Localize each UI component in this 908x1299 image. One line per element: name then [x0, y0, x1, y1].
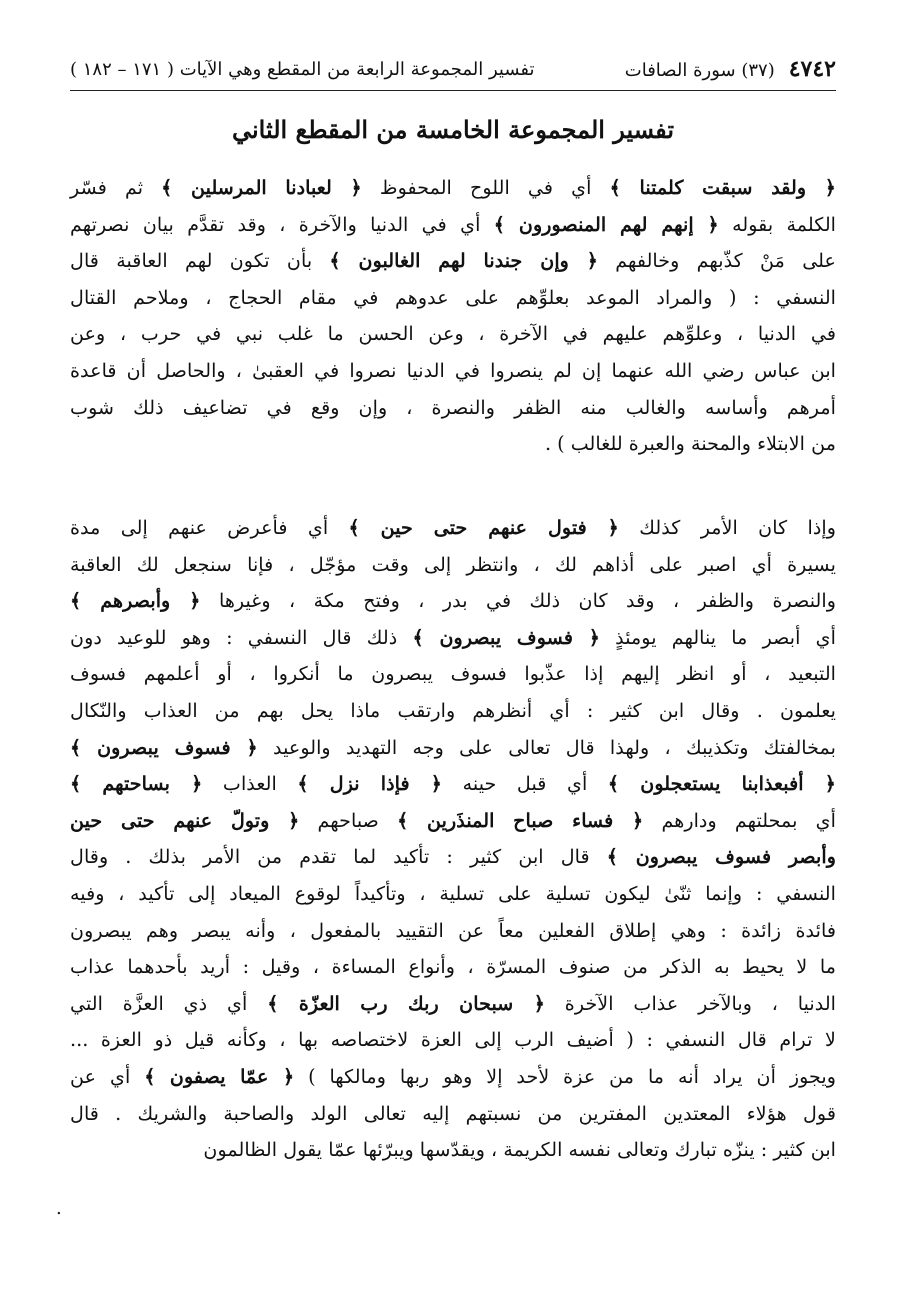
text-line [70, 656, 836, 693]
text-line [70, 583, 836, 620]
surah-label: (٣٧) سورة الصافات [624, 60, 775, 81]
text-segment: والنصرة والظفر ، وقد كان ذلك في بدر ، وفتح مكة ، وغيرها [200, 589, 836, 613]
text-line [70, 353, 836, 390]
text-segment: وإذا كان الأمر كذلك [618, 516, 836, 539]
text-line [70, 839, 836, 876]
text-segment: يسيرة أي اصبر على أذاهم لك ، وانتظر إلى وقت مؤجّل ، فإنا سنجعل لك العاقبة [70, 552, 836, 576]
text-segment: النسفي : ( والمراد الموعد بعلوِّهم على عدوهم في مقام الحجاج ، وملاحم القتال [70, 285, 836, 309]
section-title: تفسير المجموعة الخامسة من المقطع الثاني [231, 115, 675, 144]
text-line [70, 876, 836, 913]
paragraph-2 [70, 510, 836, 1230]
text-line [70, 1059, 836, 1096]
text-segment: قول هؤلاء المعتدين المفترين من نسبتهم إليه تعالى الولد والصاحبة والشريك . قال [70, 1101, 836, 1125]
quran-quote: ﴿ وتولّ عنهم حتى حين [70, 808, 300, 832]
quran-quote: ﴿ إنهم لهم المنصورون ﴾ [493, 212, 719, 236]
text-segment: أي في اللوح المحفوظ [361, 176, 610, 199]
text-segment: التبعيد ، أو انظر إليهم إذا عذّبوا فسوف يبصرون ما أنكروا ، أو أعلمهم فسوف [70, 662, 836, 686]
text-line [70, 1132, 836, 1169]
text-segment: على مَنْ كذّبهم وخالفهم [598, 249, 836, 273]
text-segment: العذاب [202, 772, 298, 796]
paragraph-1 [70, 170, 836, 500]
header-rule [70, 90, 836, 91]
text-line [70, 1096, 836, 1133]
quran-quote: ﴿ فساء صباح المنذَرين ﴾ [397, 808, 644, 832]
text-segment: صباحهم [299, 808, 398, 832]
text-segment: الكلمة بقوله [718, 212, 836, 236]
quran-quote: ﴿ لعبادنا المرسلين ﴾ [161, 176, 362, 199]
text-segment: بمخالفتك وتكذيبك ، ولهذا قال تعالى على وجه التهديد والوعيد [257, 735, 836, 759]
text-segment: أي في الدنيا والآخرة ، وقد تقدَّم بيان نصرتهم [70, 212, 494, 236]
running-header [70, 52, 836, 86]
text-segment: أي أبصر ما ينالهم يومئذٍ [600, 625, 836, 649]
text-line [70, 730, 836, 767]
quran-quote: ﴿ فإذا نزل ﴾ [297, 772, 443, 796]
text-line [70, 1022, 836, 1059]
text-segment: أي عن [70, 1064, 145, 1088]
text-segment: ابن عباس رضي الله عنهما إن لم ينصروا في الدنيا نصروا في العقبىٰ ، والحاصل أن قاعدة [70, 358, 836, 382]
text-segment: ذلك قال النسفي : وهو للوعيد دون [70, 625, 413, 649]
text-segment: ما لا يحيط به الذكر من صنوف المسرّة ، وأنواع المساءة ، وقيل : أريد بأحدهما عذاب [70, 955, 836, 979]
text-segment: أمرهم وأساسه والغالب منه الظفر والنصرة ، وإن وقع في تضاعيف ذلك شوب [70, 395, 836, 419]
text-line [70, 693, 836, 730]
quran-quote: ﴿ وإن جندنا لهم الغالبون ﴾ [329, 249, 599, 273]
quran-quote: ﴿ فسوف يبصرون ﴾ [412, 625, 600, 649]
section-label: تفسير المجموعة الرابعة من المقطع وهي الآيات ( ١٧١ – ١٨٢ ) [70, 58, 535, 80]
quran-quote: ﴿ أفبعذابنا يستعجلون ﴾ [607, 772, 836, 796]
text-line [70, 547, 836, 584]
text-line [70, 766, 836, 803]
text-line [70, 426, 836, 463]
text-segment: النسفي : وإنما ثنّىٰ ليكون تسلية على تسلية ، وتأكيداً لوقوع الميعاد إلى تأكيد ، وفيه [70, 881, 836, 905]
text-segment: قال ابن كثير : تأكيد لما تقدم من الأمر بذلك . وقال [70, 845, 607, 869]
text-segment: لا ترام قال النسفي : ( أضيف الرب إلى العزة لاختصاصه بها ، وكأنه قيل ذو العزة ... [70, 1028, 836, 1052]
quran-quote: ﴿ عمّا يصفون ﴾ [144, 1064, 295, 1088]
quran-quote: ﴿ وأبصرهم ﴾ [70, 589, 201, 613]
quran-quote: ﴿ فتول عنهم حتى حين ﴾ [348, 516, 619, 539]
text-segment: أي ذي العزَّة التي [70, 991, 268, 1015]
text-line [70, 390, 836, 427]
text-line [70, 510, 836, 547]
text-segment: ابن كثير : ينزّه تبارك وتعالى نفسه الكريمة ، ويقدّسها ويبرّئها عمّا يقول الظالمون [203, 1138, 836, 1162]
text-segment: أي قبل حينه [442, 772, 608, 796]
quran-quote: وأبصر فسوف يبصرون ﴾ [606, 845, 836, 869]
footer-mark: . [56, 1198, 62, 1219]
quran-quote: ﴿ ولقد سبقت كلمتنا ﴾ [609, 176, 837, 199]
text-line [70, 913, 836, 950]
text-segment: يعلمون . وقال ابن كثير : أي أنظرهم وارتقب ماذا يحل بهم من العذاب والنّكال [70, 698, 836, 722]
quran-quote: ﴿ فسوف يبصرون ﴾ [70, 735, 258, 759]
text-line [70, 170, 836, 207]
text-line [70, 803, 836, 840]
text-segment: فائدة زائدة : وهي إطلاق الفعلين معاً عن التقييد بالمفعول ، وأنه يبصر وهم يبصرون [70, 918, 836, 942]
page-number: ٤٧٤٢ [788, 56, 836, 82]
quran-quote: ﴿ بساحتهم ﴾ [70, 772, 203, 796]
text-segment: أي فأعرض عنهم إلى مدة [70, 516, 349, 539]
text-line [70, 207, 836, 244]
text-segment: ويجوز أن يراد أنه ما من عزة لأحد إلا وهو ربها ومالكها ) [294, 1064, 836, 1088]
text-segment: في الدنيا ، وعلوِّهم عليهم في الآخرة ، وعن الحسن ما غلب نبي في حرب ، وعن [70, 322, 836, 346]
quran-quote: ﴿ سبحان ربك رب العزّة ﴾ [267, 991, 545, 1015]
text-segment: ثم فسّر [70, 176, 162, 199]
text-segment: أي بمحلتهم ودارهم [643, 808, 836, 832]
text-line [70, 280, 836, 317]
text-segment: من الابتلاء والمحنة والعبرة للغالب ) . [544, 432, 836, 456]
text-line [70, 949, 836, 986]
text-line [70, 316, 836, 353]
text-line [70, 243, 836, 280]
text-line [70, 986, 836, 1023]
text-segment: الدنيا ، وبالآخر عذاب الآخرة [545, 991, 836, 1015]
header-right [625, 56, 836, 82]
text-segment: بأن تكون لهم العاقبة قال [70, 249, 330, 273]
text-line [70, 620, 836, 657]
